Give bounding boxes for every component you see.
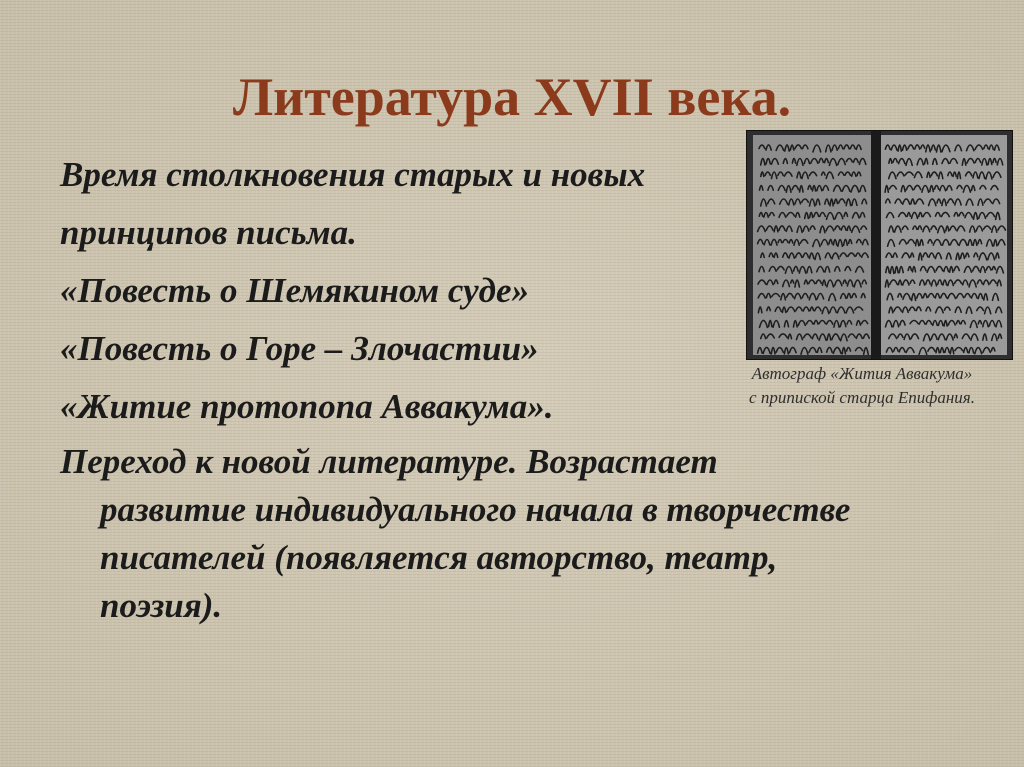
- slide-title: Литература XVII века.: [232, 67, 792, 127]
- work-title-shemyaka: «Повесть о Шемякином суде»: [60, 271, 529, 310]
- image-caption: [700, 362, 1024, 410]
- paragraph-line-2: развитие индивидуального начала в творчестве: [100, 490, 851, 529]
- body-line-2: принципов письма.: [60, 213, 357, 252]
- transition-paragraph: [60, 438, 980, 630]
- paragraph-line-1: Переход к новой литературе. Возрастает: [60, 442, 718, 481]
- body-line-1: Время столкновения старых и новых: [60, 155, 646, 194]
- caption-line-1: Автограф «Жития Аввакума»: [751, 364, 973, 383]
- caption-line-2: с припиской старца Епифания.: [749, 388, 975, 407]
- work-title-gore-zlochastie: «Повесть о Горе – Злочастии»: [60, 329, 539, 368]
- paragraph-line-3: писателей (появляется авторство, театр,: [100, 538, 778, 577]
- manuscript-illustration: [747, 131, 1012, 359]
- paragraph-line-4: поэзия).: [100, 586, 223, 625]
- manuscript-image: [746, 130, 1013, 360]
- work-title-zhitie-avvakuma: «Житие протопопа Аввакума».: [60, 387, 554, 426]
